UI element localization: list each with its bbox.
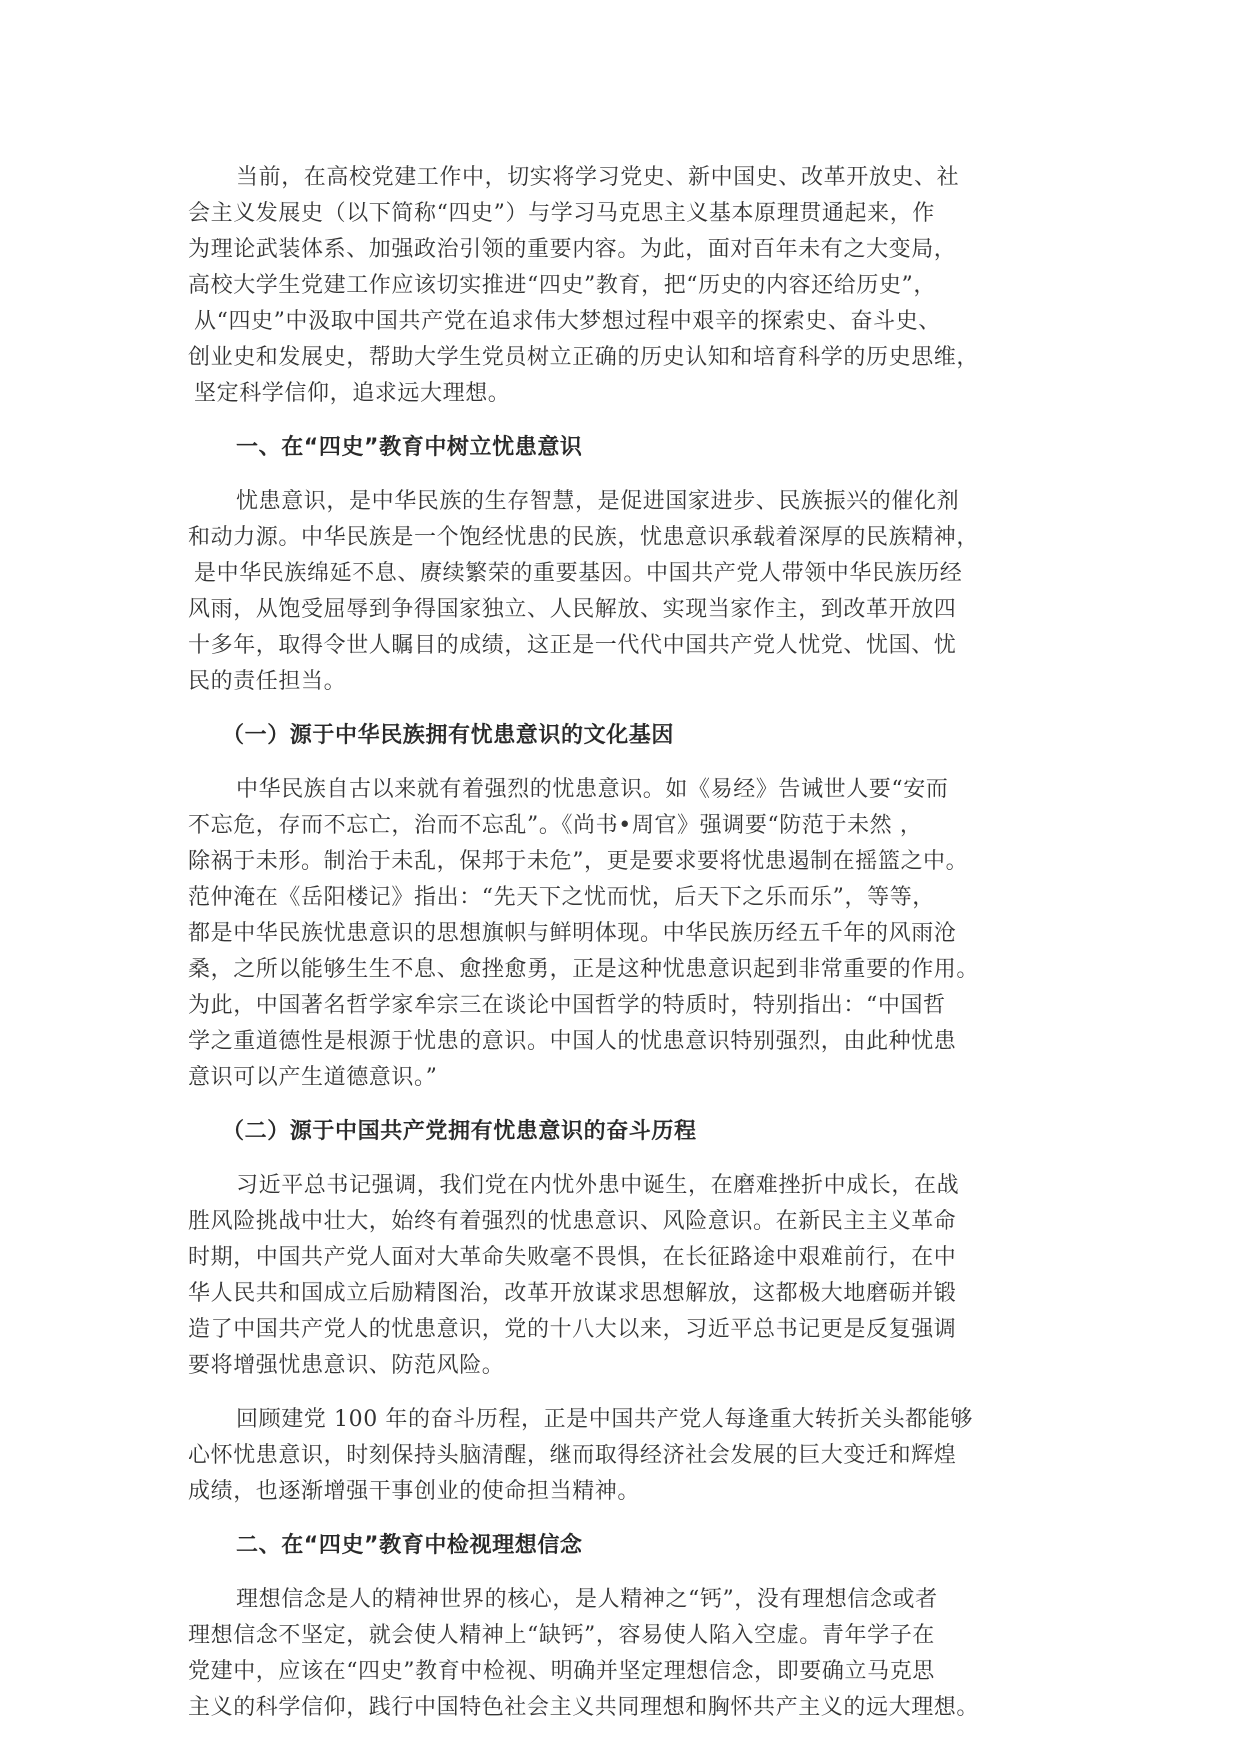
paragraph-line: 和动力源。中华民族是一个饱经忧患的民族，忧患意识承载着深厚的民族精神， (188, 525, 980, 550)
paragraph-line: 忧患意识，是中华民族的生存智慧，是促进国家进步、民族振兴的催化剂 (236, 489, 960, 514)
paragraph-line: 中华民族自古以来就有着强烈的忧患意识。如《易经》告诫世人要“安而 (236, 777, 949, 802)
paragraph-line: 党建中，应该在“四史”教育中检视、明确并坚定理想信念，即要确立马克思 (188, 1659, 935, 1684)
paragraph-line: 成绩，也逐渐增强干事创业的使命担当精神。 (188, 1479, 641, 1504)
paragraph-line: 桑，之所以能够生生不息、愈挫愈勇，正是这种忧患意识起到非常重要的作用。 (188, 957, 980, 982)
paragraph-line: 范仲淹在《岳阳楼记》指出：“先天下之忧而忧，后天下之乐而乐”，等等， (188, 885, 935, 910)
paragraph-line: 学之重道德性是根源于忧患的意识。中国人的忧患意识特别强烈，由此种忧患 (188, 1029, 957, 1054)
paragraph-line: 除祸于未形。制治于未乱，保邦于未危”，更是要求要将忧患遏制在摇篮之中。 (188, 849, 969, 874)
paragraph-line: 风雨，从饱受屈辱到争得国家独立、人民解放、实现当家作主，到改革开放四 (188, 597, 957, 622)
paragraph-line: 都是中华民族忧患意识的思想旗帜与鲜明体现。中华民族历经五千年的风雨沧 (188, 921, 957, 946)
paragraph-line: 创业史和发展史，帮助大学生党员树立正确的历史认知和培育科学的历史思维， (188, 345, 980, 370)
paragraph-line: 民的责任担当。 (188, 669, 347, 694)
paragraph-line: 理想信念是人的精神世界的核心，是人精神之“钙”，没有理想信念或者 (236, 1587, 938, 1612)
heading-text: （二）源于中国共产党拥有忧患意识的奋斗历程 (222, 1119, 697, 1144)
paragraph-line: 为此，中国著名哲学家牟宗三在谈论中国哲学的特质时，特别指出：“中国哲 (188, 993, 946, 1018)
paragraph-line: 是中华民族绵延不息、赓续繁荣的重要基因。中国共产党人带领中华民族历经 (194, 561, 963, 586)
heading-text: 一、在“四史”教育中树立忧患意识 (236, 435, 583, 460)
paragraph-line: 要将增强忧患意识、防范风险。 (188, 1353, 505, 1378)
paragraph-line: 回顾建党 100 年的奋斗历程，正是中国共产党人每逢重大转折关头都能够 (236, 1407, 973, 1432)
paragraph-line: 从“四史”中汲取中国共产党在追求伟大梦想过程中艰辛的探索史、奋斗史、 (194, 309, 941, 334)
paragraph-line: 会主义发展史（以下简称“四史”）与学习马克思主义基本原理贯通起来，作 (188, 201, 935, 226)
paragraph-line: 高校大学生党建工作应该切实推进“四史”教育，把“历史的内容还给历史”， (188, 273, 936, 298)
paragraph-line: 不忘危，存而不忘亡，治而不忘乱”。《尚书•周官》强调要“防范于未然 ， (188, 813, 923, 838)
paragraph-line: 为理论武装体系、加强政治引领的重要内容。为此，面对百年未有之大变局， (188, 237, 957, 262)
paragraph-line: 胜风险挑战中壮大，始终有着强烈的忧患意识、风险意识。在新民主主义革命 (188, 1209, 957, 1234)
paragraph-line: 十多年，取得令世人瞩目的成绩，这正是一代代中国共产党人忧党、忧国、忧 (188, 633, 957, 658)
paragraph-line: 心怀忧患意识，时刻保持头脑清醒，继而取得经济社会发展的巨大变迁和辉煌 (188, 1443, 957, 1468)
paragraph-line: 主义的科学信仰，践行中国特色社会主义共同理想和胸怀共产主义的远大理想。 (188, 1695, 980, 1720)
paragraph-line: 造了中国共产党人的忧患意识，党的十八大以来，习近平总书记更是反复强调 (188, 1317, 957, 1342)
paragraph-line: 时期，中国共产党人面对大革命失败毫不畏惧，在长征路途中艰难前行，在中 (188, 1245, 957, 1270)
paragraph-line: 习近平总书记强调，我们党在内忧外患中诞生，在磨难挫折中成长，在战 (236, 1173, 960, 1198)
heading-text: 二、在“四史”教育中检视理想信念 (236, 1533, 583, 1558)
paragraph-line: 当前，在高校党建工作中，切实将学习党史、新中国史、改革开放史、社 (236, 165, 960, 190)
paragraph-line: 坚定科学信仰，追求远大理想。 (194, 381, 511, 406)
heading-text: （一）源于中华民族拥有忧患意识的文化基因 (222, 723, 675, 748)
paragraph-line: 意识可以产生道德意识。” (188, 1065, 438, 1090)
paragraph-line: 理想信念不坚定，就会使人精神上“缺钙”，容易使人陷入空虚。青年学子在 (188, 1623, 935, 1648)
paragraph-line: 华人民共和国成立后励精图治，改革开放谋求思想解放，这都极大地磨砺并锻 (188, 1281, 957, 1306)
